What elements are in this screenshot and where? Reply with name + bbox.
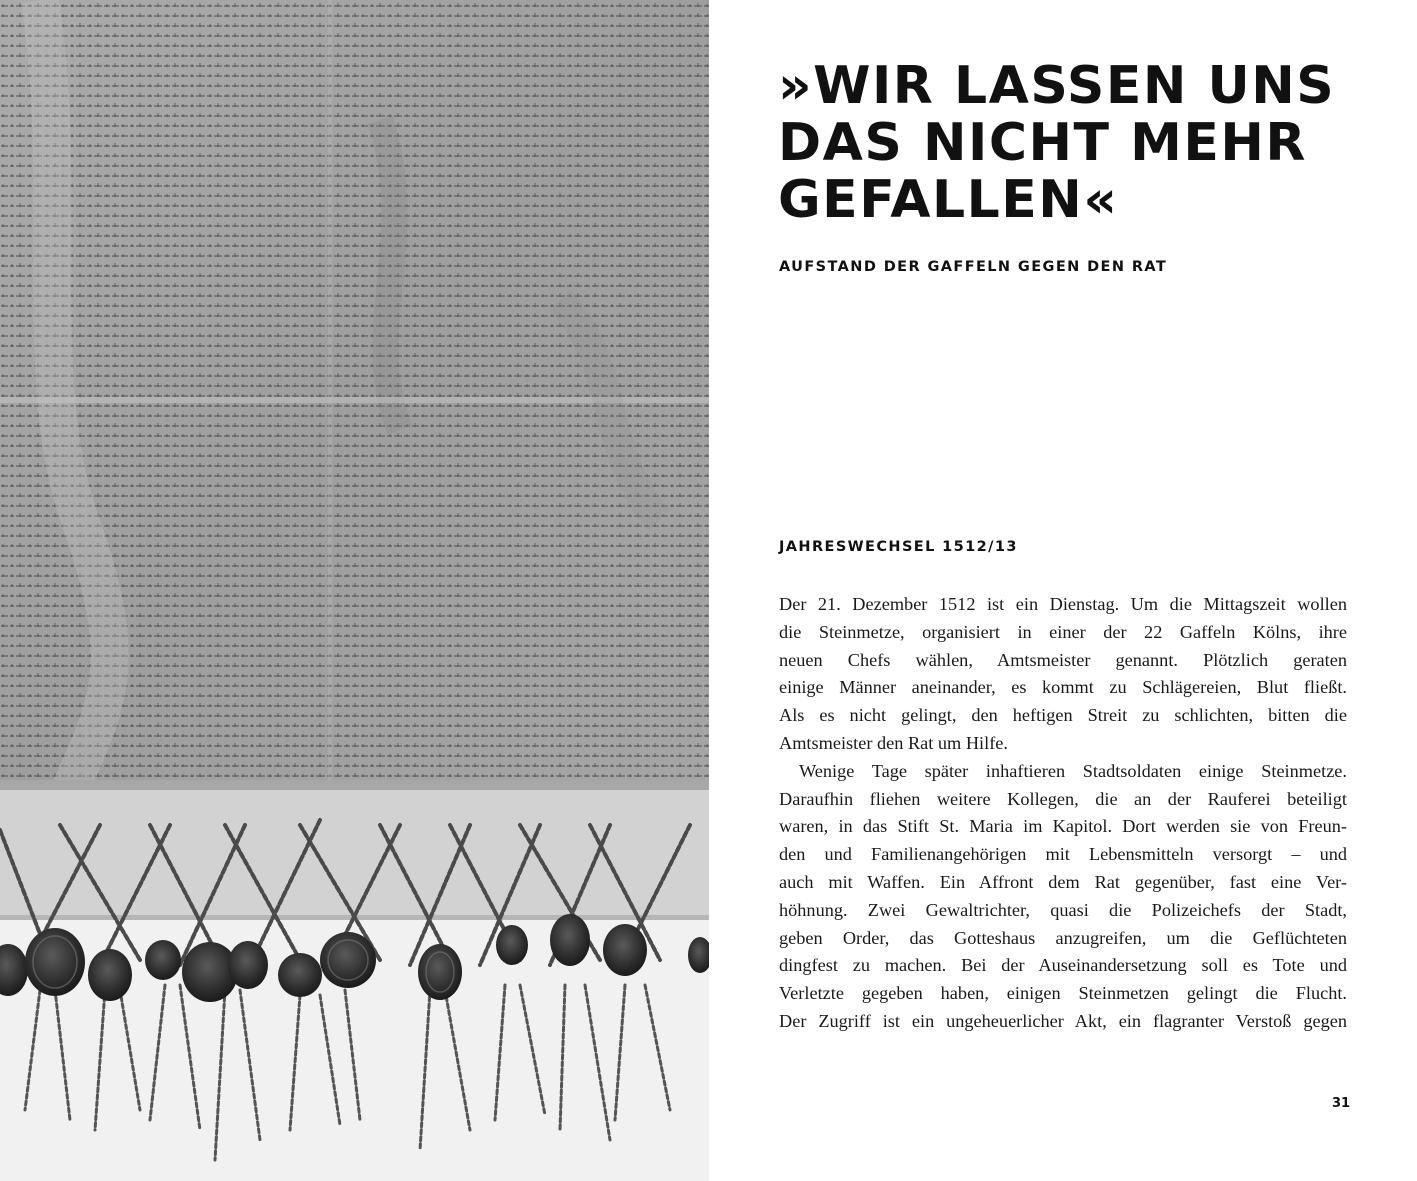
body-line: Der Zugriff ist ein ungeheuerlicher Akt, ein flagranter Verstoß gegen bbox=[779, 1010, 1347, 1031]
body-line: waren, in das Stift St. Maria im Kapitol. Dort werden sie von Freun- bbox=[779, 816, 1347, 837]
body-line: einige Männer aneinander, es kommt zu Schlägereien, Blut fließt. bbox=[779, 677, 1347, 698]
body-line: Amtsmeister den Rat um Hilfe. bbox=[779, 732, 1008, 753]
body-line: geben Order, das Gotteshaus anzugreifen, um die Geflüchteten bbox=[779, 927, 1347, 948]
chapter-title bbox=[778, 58, 1398, 229]
body-line: Verletzte gegeben haben, einigen Steinmetzen gelingt die Flucht. bbox=[779, 983, 1347, 1004]
section-heading: JAHRESWECHSEL 1512/13 bbox=[779, 539, 1018, 555]
body-line: Der 21. Dezember 1512 ist ein Dienstag. Um die Mittagszeit wollen bbox=[779, 594, 1347, 614]
body-line: Daraufhin fliehen weitere Kollegen, die an der Rauferei beteiligt bbox=[779, 788, 1347, 809]
body-line: auch mit Waffen. Ein Affront dem Rat gegenüber, fast eine Ver- bbox=[779, 871, 1347, 892]
chapter-subtitle: AUFSTAND DER GAFFELN GEGEN DEN RAT bbox=[779, 259, 1168, 275]
chapter-title-line: GEFALLEN« bbox=[778, 170, 1119, 230]
page-number: 31 bbox=[1332, 1096, 1351, 1111]
chapter-title-line: »WIR LASSEN UNS bbox=[778, 56, 1336, 116]
chapter-title-line: DAS NICHT MEHR bbox=[778, 113, 1307, 173]
body-text bbox=[779, 591, 1347, 1036]
body-line: neuen Chefs wählen, Amtsmeister genannt. Plötzlich geraten bbox=[779, 649, 1347, 670]
body-line: Als es nicht gelingt, den heftigen Streit zu schlichten, bitten die bbox=[779, 705, 1347, 726]
body-line: Wenige Tage später inhaftieren Stadtsoldaten einige Steinmetze. bbox=[799, 760, 1347, 781]
body-line: den und Familienangehörigen mit Lebensmitteln versorgt – und bbox=[779, 844, 1347, 865]
body-line: die Steinmetze, organisiert in einer der 22 Gaffeln Kölns, ihre bbox=[779, 621, 1347, 642]
body-line: dingfest zu machen. Bei der Auseinandersetzung soll es Tote und bbox=[779, 955, 1347, 976]
right-page bbox=[709, 0, 1417, 1181]
body-line: höhnung. Zwei Gewaltrichter, quasi die Polizeichefs der Stadt, bbox=[779, 899, 1347, 920]
